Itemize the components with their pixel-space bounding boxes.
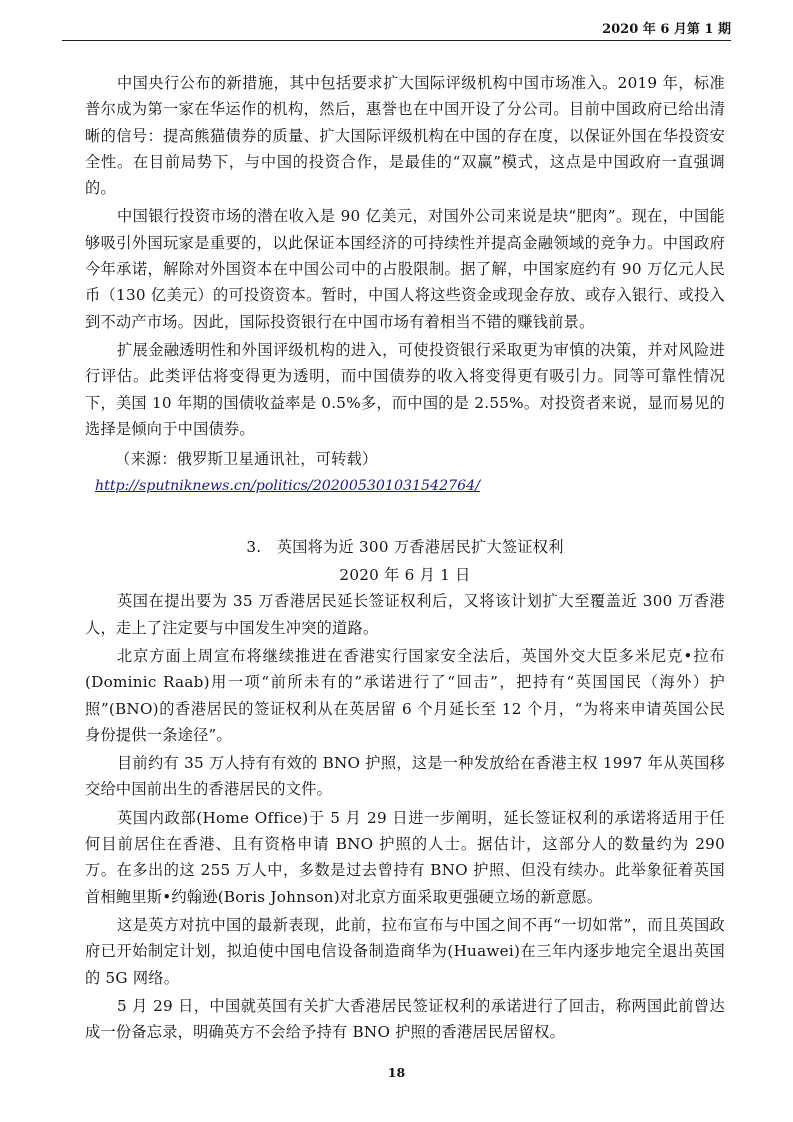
source-note: （来源：俄罗斯卫星通讯社，可转载） bbox=[115, 450, 378, 469]
paragraph: 中国银行投资市场的潜在收入是 90 亿美元，对国外公司来说是块“肥肉”。现在，中国能够吸引外国玩家是重要的，以此保证本国经济的可持续性并提高金融领域的竞争力。中国政府今年承诺，解除对外国资本在中国公司中的占股限制。据了解，中国家庭约有 90 万亿元人民币（130 亿美元）的可投资资本。暂时，中国人将这些资金或现金存放、或存入银行、或投入到不动产市场。因此，国际投资银行在中国市场有着相当不错的赚钱前景。 bbox=[85, 207, 725, 331]
paragraph: 北京方面上周宣布将继续推进在香港实行国家安全法后，英国外交大臣多米尼克•拉布(Dominic Raab)用一项“前所未有的”承诺进行了“回击”，把持有“英国国民（海外）护照”(BNO)的香港居民的签证权利从在英居留 6 个月延长至 12 个月，“为将来申请英国公民身份提供一条途径”。 bbox=[85, 646, 725, 744]
paragraph: 这是英方对抗中国的最新表现，此前，拉布宣布与中国之间不再“一切如常”，而且英国政府已开始制定计划，拟迫使中国电信设备制造商华为(Huawei)在三年内逐步地完全退出英国的 5G 网络。 bbox=[85, 915, 725, 987]
paragraph: 英国在提出要为 35 万香港居民延长签证权利后，又将该计划扩大至覆盖近 300 万香港人，走上了注定要与中国发生冲突的道路。 bbox=[85, 592, 725, 637]
paragraph: 目前约有 35 万人持有有效的 BNO 护照，这是一种发放给在香港主权 1997 年从英国移交给中国前出生的香港居民的文件。 bbox=[85, 754, 725, 799]
header-rule bbox=[62, 40, 731, 41]
source-link[interactable]: http://sputniknews.cn/politics/202005301031542764/ bbox=[95, 478, 480, 495]
page-number: 18 bbox=[387, 1065, 406, 1080]
article-heading: 3. 英国将为近 300 万香港居民扩大签证权利 bbox=[246, 537, 564, 556]
paragraph: 扩展金融透明性和外国评级机构的进入，可使投资银行采取更为审慎的决策，并对风险进行评估。此类评估将变得更为透明，而中国债券的收入将变得更有吸引力。同等可靠性情况下，美国 10 年期的国债收益率是 0.5%多，而中国的是 2.55%。对投资者来说，显而易见的选择是倾向于中国债券。 bbox=[85, 340, 725, 438]
issue-header: 2020 年 6 月第 1 期 bbox=[602, 22, 731, 37]
page-body bbox=[85, 70, 725, 1047]
article-date: 2020 年 6 月 1 日 bbox=[339, 566, 471, 585]
paragraph: 英国内政部(Home Office)于 5 月 29 日进一步阐明，延长签证权利的承诺将适用于任何目前居住在香港、且有资格申请 BNO 护照的人士。据估计，这部分人的数量约为 290 万。在多出的这 255 万人中，多数是过去曾持有 BNO 护照、但没有续办。此举象征着英国首相鲍里斯•约翰逊(Boris Johnson)对北京方面采取更强硬立场的新意愿。 bbox=[85, 808, 725, 906]
paragraph: 中国央行公布的新措施，其中包括要求扩大国际评级机构中国市场准入。2019 年，标准普尔成为第一家在华运作的机构，然后，惠誉也在中国开设了分公司。目前中国政府已给出清晰的信号：提高熊猫债券的质量、扩大国际评级机构在中国的存在度，以保证外国在华投资安全性。在目前局势下，与中国的投资合作，是最佳的“双赢”模式，这点是中国政府一直强调的。 bbox=[85, 74, 725, 198]
paragraph: 5 月 29 日，中国就英国有关扩大香港居民签证权利的承诺进行了回击，称两国此前曾达成一份备忘录，明确英方不会给予持有 BNO 护照的香港居民居留权。 bbox=[85, 996, 725, 1042]
